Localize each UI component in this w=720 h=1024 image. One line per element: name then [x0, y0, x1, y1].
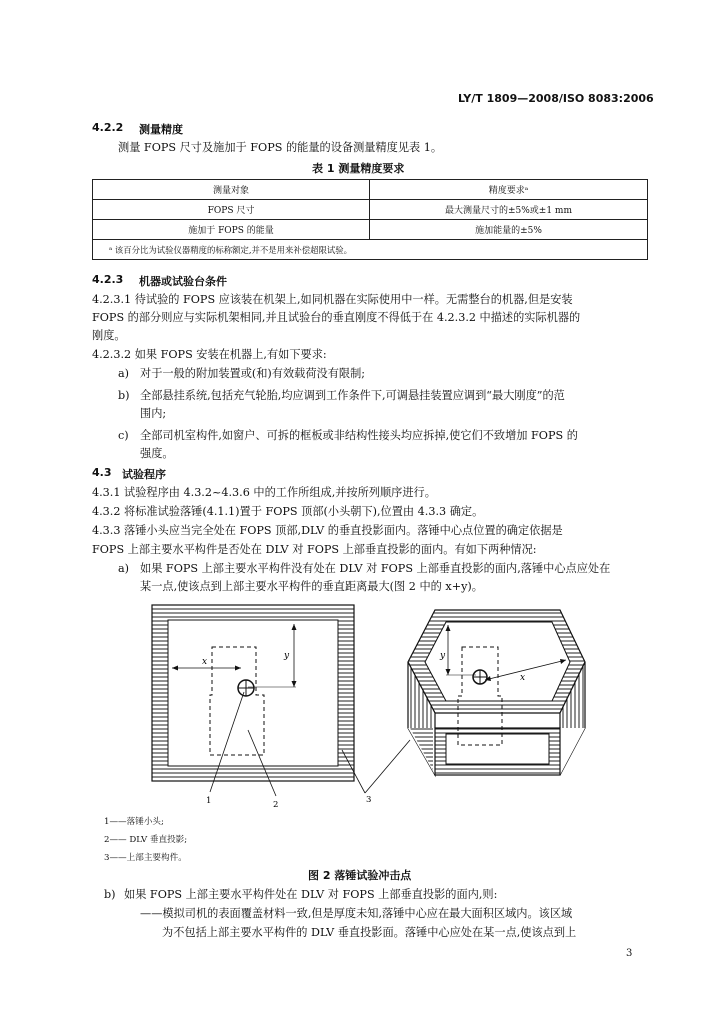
paragraph-line: 4.3.1 试验程序由 4.3.2~4.3.6 中的工作所组成,并按所列顺序进行。	[92, 486, 436, 499]
list-marker: a)	[118, 367, 130, 380]
label-1: 1	[206, 796, 212, 806]
section-4-2-3-number: 4.2.3	[92, 273, 124, 286]
paragraph-line: 4.2.3.2 如果 FOPS 安装在机器上,有如下要求:	[92, 348, 327, 361]
paragraph-line: 刚度。	[92, 329, 126, 342]
table-row	[93, 200, 648, 220]
leader-3b	[365, 740, 410, 793]
list-item-cont: 强度。	[140, 447, 174, 460]
table-cell: 施加能量的±5%	[370, 220, 648, 240]
page-number: 3	[626, 948, 633, 959]
table-1	[92, 179, 648, 260]
list-item-cont: 围内;	[140, 407, 167, 420]
paragraph-line: 4.3.2 将标准试验落锤(4.1.1)置于 FOPS 顶部(小头朝下),位置由 4.3.3 确定。	[92, 505, 484, 518]
paragraph-line: FOPS 上部主要水平构件是否处在 DLV 对 FOPS 上部垂直投影的面内。有如下两种情况:	[92, 543, 537, 556]
table-note: ᵃ 该百分比为试验仪器精度的标称额定,并不是用来补偿超限试验。	[93, 240, 648, 260]
figure-2-diagram	[130, 600, 600, 810]
legend-item: 3——上部主要构件。	[104, 853, 187, 863]
label-2: 2	[273, 800, 279, 810]
section-4-3-title: 试验程序	[122, 468, 166, 481]
label-y-right: y	[440, 651, 446, 661]
table-cell: 最大测量尺寸的±5%或±1 mm	[370, 200, 648, 220]
label-3: 3	[366, 795, 372, 805]
table-cell: FOPS 尺寸	[93, 200, 370, 220]
list-item: 如果 FOPS 上部主要水平构件没有处在 DLV 对 FOPS 上部垂直投影的面内,落锤中心点应处在	[140, 562, 611, 575]
table-header-cell: 测量对象	[93, 180, 370, 200]
list-item-cont: 某一点,使该点到上部主要水平构件的垂直距离最大(图 2 中的 x+y)。	[140, 580, 483, 593]
list-item-cont: 为不包括上部主要水平构件的 DLV 垂直投影面。落锤中心应处在某一点,使该点到上	[162, 926, 577, 939]
table-header-cell: 精度要求ᵃ	[370, 180, 648, 200]
left-frame	[152, 605, 354, 781]
figure-2-caption: 图 2 落锤试验冲击点	[308, 869, 412, 882]
section-4-2-2-title: 测量精度	[139, 123, 183, 136]
table-note-row	[93, 240, 648, 260]
paragraph-line: 4.3.3 落锤小头应当完全处在 FOPS 顶部,DLV 的垂直投影面内。落锤中心点位置的确定依据是	[92, 524, 563, 537]
list-item: 全部司机室构件,如窗户、可拆的框板或非结构性接头均应拆掉,使它们不致增加 FOPS 的	[140, 429, 578, 442]
list-marker: a)	[118, 562, 130, 575]
legend-item: 1——落锤小头;	[104, 817, 164, 827]
right-frame	[408, 610, 585, 775]
section-4-2-3-title: 机器或试验台条件	[139, 275, 227, 288]
list-item: 对于一般的附加装置或(和)有效载荷没有限制;	[140, 367, 366, 380]
list-marker: c)	[118, 429, 129, 442]
list-item: 全部悬挂系统,包括充气轮胎,均应调到工作条件下,可调悬挂装置应调到“最大刚度”的范	[140, 389, 565, 402]
list-marker: b)	[118, 389, 130, 402]
list-marker: b)	[104, 888, 116, 901]
section-4-2-2-body: 测量 FOPS 尺寸及施加于 FOPS 的能量的设备测量精度见表 1。	[118, 141, 443, 154]
list-item: 如果 FOPS 上部主要水平构件处在 DLV 对 FOPS 上部垂直投影的面内,则:	[124, 888, 498, 901]
table-cell: 施加于 FOPS 的能量	[93, 220, 370, 240]
legend-item: 2—— DLV 垂直投影;	[104, 835, 188, 845]
list-item-cont: ——模拟司机的表面覆盖材料一致,但是厚度未知,落锤中心应在最大面积区域内。该区域	[140, 907, 573, 920]
section-4-3-number: 4.3	[92, 466, 112, 479]
label-x-right: x	[520, 673, 526, 683]
table-header-row	[93, 180, 648, 200]
table-row	[93, 220, 648, 240]
label-x-left: x	[202, 657, 208, 667]
table-1-caption: 表 1 测量精度要求	[312, 162, 405, 175]
section-4-2-2-number: 4.2.2	[92, 121, 124, 134]
paragraph-line: FOPS 的部分则应与实际机架相同,并且试验台的垂直刚度不得低于在 4.2.3.2 中描述的实际机器的	[92, 311, 581, 324]
paragraph-line: 4.2.3.1 待试验的 FOPS 应该装在机架上,如同机器在实际使用中一样。无需整台的机器,但是安装	[92, 293, 573, 306]
label-y-left: y	[284, 651, 290, 661]
standard-code: LY/T 1809—2008/ISO 8083:2006	[458, 92, 654, 105]
